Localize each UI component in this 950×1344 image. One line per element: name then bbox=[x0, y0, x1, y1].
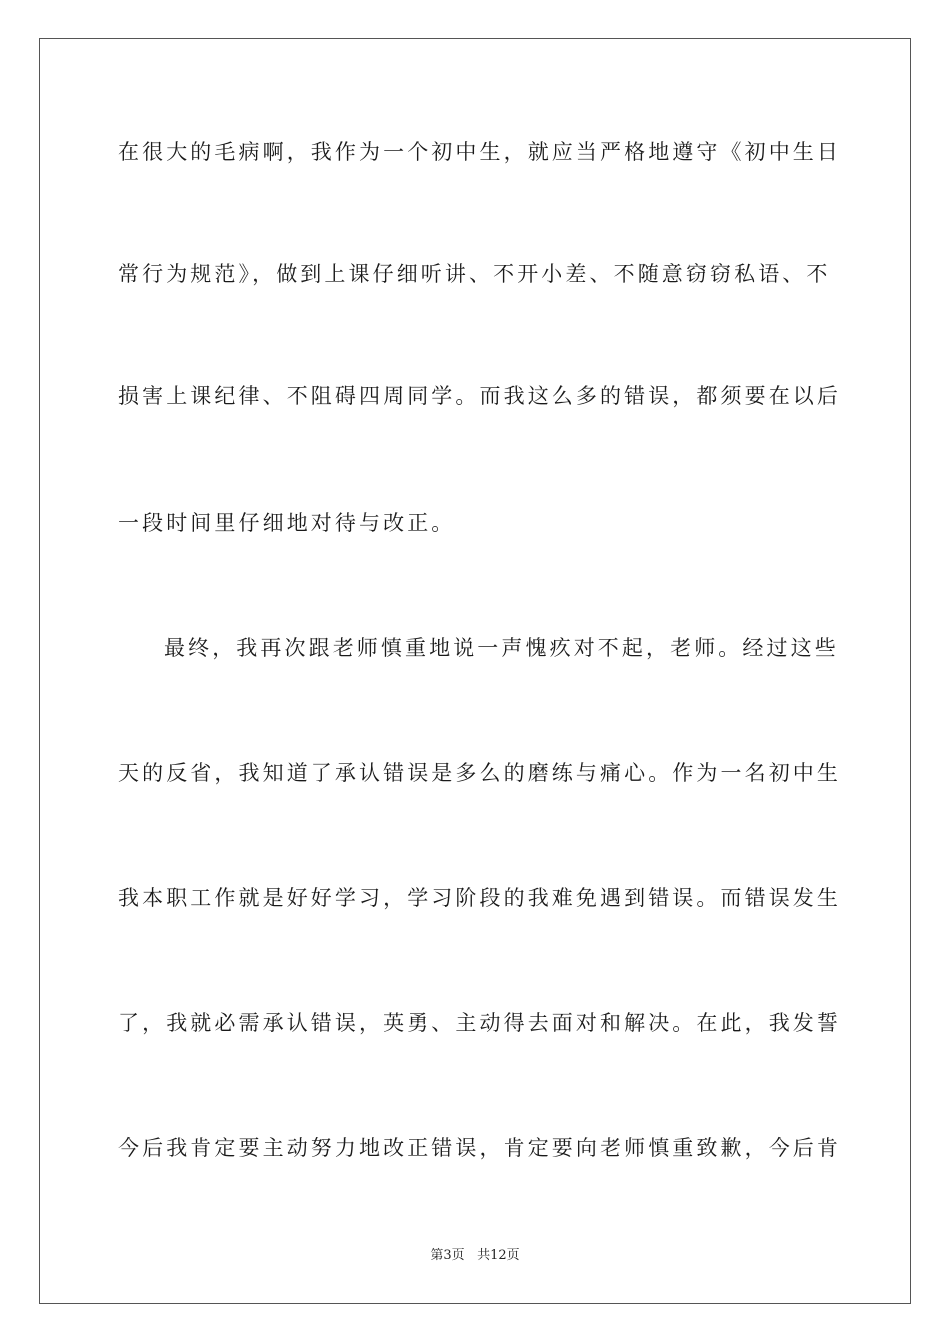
page-total: 共12页 bbox=[477, 1248, 520, 1263]
text-line: 了，我就必需承认错误，英勇、主动得去面对和解决。在此，我发誓 bbox=[118, 1011, 841, 1035]
text-line: 损害上课纪律、不阻碍四周同学。而我这么多的错误，都须要在以后 bbox=[118, 384, 841, 408]
page-footer bbox=[0, 1248, 950, 1264]
paragraph-first-line: 最终，我再次跟老师慎重地说一声愧疚对不起，老师。经过这些 bbox=[164, 636, 839, 660]
text-line: 天的反省，我知道了承认错误是多么的磨练与痛心。作为一名初中生 bbox=[118, 761, 841, 785]
text-line: 今后我肯定要主动努力地改正错误，肯定要向老师慎重致歉，今后肯 bbox=[118, 1136, 841, 1160]
text-line: 一段时间里仔细地对待与改正。 bbox=[118, 511, 456, 535]
page-number: 第3页 bbox=[430, 1248, 465, 1263]
text-line: 我本职工作就是好好学习，学习阶段的我难免遇到错误。而错误发生 bbox=[118, 886, 841, 910]
text-line: 在很大的毛病啊，我作为一个初中生，就应当严格地遵守《初中生日 bbox=[118, 140, 841, 164]
page-border bbox=[39, 38, 911, 1304]
text-line: 常行为规范》，做到上课仔细听讲、不开小差、不随意窃窃私语、不 bbox=[118, 262, 831, 286]
